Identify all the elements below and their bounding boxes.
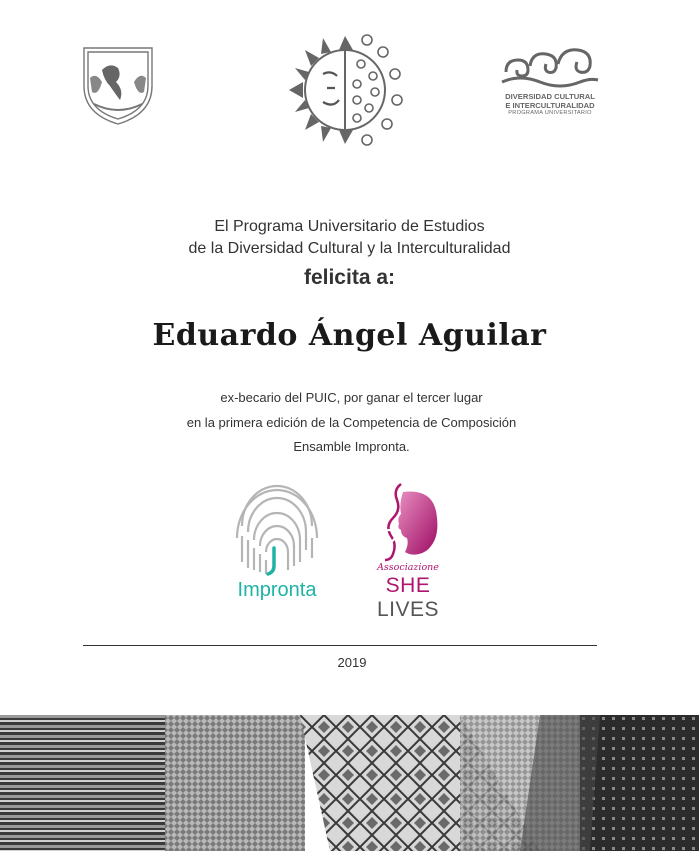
congrats-heading: felicita a:: [303, 266, 396, 289]
certificate-year: 2019: [337, 655, 367, 670]
textile-banner-image: [0, 715, 699, 851]
signature-divider: [83, 645, 597, 646]
description-line-2: en la primera edición de la Competencia de Composición: [186, 415, 517, 430]
unam-crest-logo: [80, 42, 156, 126]
wave-spiral-icon: [500, 42, 600, 90]
intro-line-1: El Programa Universitario de Estudios: [214, 218, 485, 235]
sun-emblem-logo: [283, 28, 409, 152]
intro-line-2: de la Diversidad Cultural y la Interculturalidad: [188, 240, 511, 257]
description-line-3: Ensamble Impronta.: [293, 439, 410, 454]
she-word: SHE: [385, 574, 431, 597]
dci-logo-line2: E INTERCULTURALIDAD: [505, 101, 595, 110]
recipient-name: Eduardo Ángel Aguilar: [152, 318, 547, 353]
associazione-label: Associazione: [377, 562, 439, 573]
impronta-label: Impronta: [237, 579, 317, 601]
dci-logo-line3: PROGRAMA UNIVERSITARIO: [508, 110, 592, 116]
she-lives-label: [355, 574, 461, 622]
dci-logo-line1: DIVERSIDAD CULTURAL: [505, 92, 595, 101]
description-line-1: ex-becario del PUIC, por ganar el tercer lugar: [220, 390, 483, 405]
diversidad-cultural-logo: [500, 42, 600, 122]
lives-word: LIVES: [376, 598, 440, 621]
